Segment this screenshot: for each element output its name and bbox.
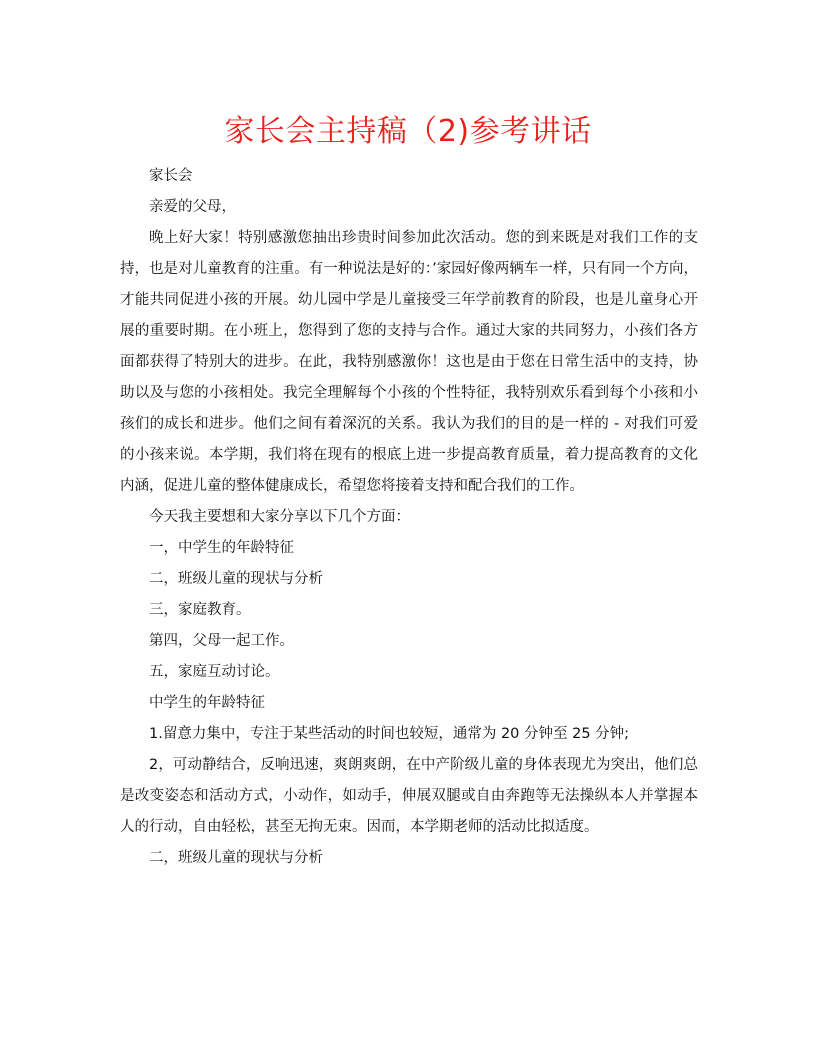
paragraph-point-2: 2，可动静结合，反响迅速，爽朗爽朗，在中产阶级儿童的身体表现尤为突出，他们总是改变姿态和活动方式，小动作，如动手，伸展双腿或自由奔跑等无法操纵本人并掌握本人的行动，自由轻松，甚至无拘无束。因而，本学期老师的活动比拟适度。: [120, 757, 698, 835]
document-body: [120, 161, 698, 874]
section-heading-age-traits: 中学生的年龄特征: [149, 695, 265, 711]
agenda-item-5: 五，家庭互动讨论。: [149, 664, 280, 680]
paragraph-heading: 家长会: [149, 168, 193, 184]
paragraph-agenda-intro: 今天我主要想和大家分享以下几个方面：: [149, 509, 410, 525]
section-heading-class-status: 二，班级儿童的现状与分析: [149, 850, 323, 866]
agenda-item-2: 二，班级儿童的现状与分析: [149, 571, 323, 587]
agenda-item-3: 三，家庭教育。: [149, 602, 251, 618]
paragraph-point-1: 1.留意力集中，专注于某些活动的时间也较短，通常为 20 分钟至 25 分钟;: [149, 726, 630, 742]
document-title: 家长会主持稿（2)参考讲话: [224, 114, 592, 149]
paragraph-opening: 晚上好大家！特别感激您抽出珍贵时间参加此次活动。您的到来既是对我们工作的支持，也是对儿童教育的注重。有一种说法是好的：’家园好像两辆车一样，只有同一个方向，才能共同促进小孩的开展。幼儿园中学是儿童接受三年学前教育的阶段，也是儿童身心开展的重要时期。在小班上，您得到了您的支持与合作。通过大家的共同努力，小孩们各方面都获得了特别大的进步。在此，我特别感激你！这也是由于您在日常生活中的支持，协助以及与您的小孩相处。我完全理解每个小孩的个性特征，我特别欢乐看到每个小孩和小孩们的成长和进步。他们之间有着深沉的关系。我认为我们的目的是一样的 - 对我们可爱的小孩来说。本学期，我们将在现有的根底上进一步提高教育质量，着力提高教育的文化内涵，促进儿童的整体健康成长，希望您将接着支持和配合我们的工作。: [120, 230, 698, 494]
agenda-item-1: 一，中学生的年龄特征: [149, 540, 294, 556]
agenda-item-4: 第四，父母一起工作。: [149, 633, 294, 649]
paragraph-salutation: 亲爱的父母，: [149, 199, 236, 215]
